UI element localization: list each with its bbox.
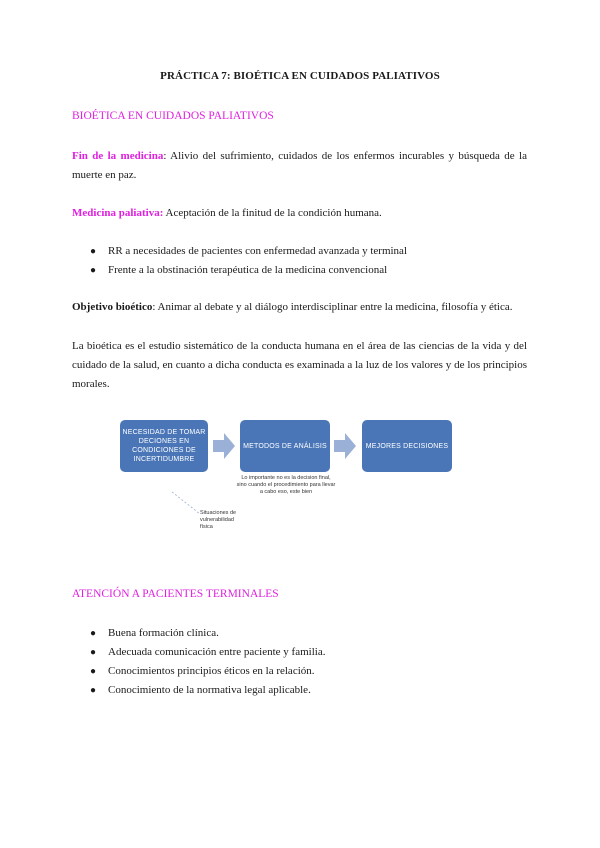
diagram-box-necesidad: NECESIDAD DE TOMAR DECIONES EN CONDICIONES DE INCERTIDUMBRE xyxy=(120,420,208,472)
bullet-icon: ● xyxy=(90,685,97,696)
list-item: ● Conocimientos principios éticos en la relación. xyxy=(72,662,527,681)
medicina-paliativa-text: Aceptación de la finitud de la condición humana. xyxy=(163,207,382,219)
medicina-paliativa-label: Medicina paliativa: xyxy=(72,207,164,219)
fin-medicina-text: : Alivio del sufrimiento, cuidados de los enfermos incurables y búsqueda de la muerte en paz. xyxy=(72,150,527,181)
list-item: ● Buena formación clínica. xyxy=(72,624,527,643)
bioetica-definition-paragraph: La bioética es el estudio sistemático de la conducta humana en el área de las ciencias de la vida y del cuidado de la salud, en cuanto a dicha conducta es examinada a la luz de los valores y de los principios morales. xyxy=(72,340,527,390)
bullet-icon: ● xyxy=(90,628,97,639)
page-title: PRÁCTICA 7: BIOÉTICA EN CUIDADOS PALIATIVOS xyxy=(160,70,440,82)
terminales-bullet-list xyxy=(72,624,527,700)
arrow-right-icon xyxy=(213,433,235,459)
list-item: ● RR a necesidades de pacientes con enfermedad avanzada y terminal xyxy=(72,242,527,261)
bullet-icon: ● xyxy=(90,666,97,677)
objetivo-label: Objetivo bioético xyxy=(72,301,153,313)
bullet-icon: ● xyxy=(90,647,97,658)
diagram-note-procedimiento: Lo importante no es la decision final, sino cuando el procedimiento para llevar a cabo eso, este bien xyxy=(236,475,336,495)
objetivo-bioetico-paragraph xyxy=(72,298,542,317)
bullet-icon: ● xyxy=(90,265,97,276)
objetivo-text: : Animar al debate y al diálogo interdisciplinar entre la medicina, filosofía y ética. xyxy=(152,301,513,313)
paliativa-bullet-list xyxy=(72,242,527,280)
section-heading-bioetica: BIOÉTICA EN CUIDADOS PALIATIVOS xyxy=(72,110,274,122)
list-item: ● Frente a la obstinación terapéutica de la medicina convencional xyxy=(72,261,527,280)
diagram-box-mejores: MEJORES DECISIONES xyxy=(362,420,452,472)
bullet-icon: ● xyxy=(90,246,97,257)
medicina-paliativa-paragraph xyxy=(72,204,527,223)
diagram-box-metodos: METODOS DE ANÁLISIS xyxy=(240,420,330,472)
arrow-right-icon xyxy=(334,433,356,459)
section-heading-pacientes-terminales: ATENCIÓN A PACIENTES TERMINALES xyxy=(72,588,279,600)
list-item: ● Conocimiento de la normativa legal aplicable. xyxy=(72,681,527,700)
fin-medicina-paragraph xyxy=(72,147,527,185)
diagram-note-vulnerabilidad: Situaciones de vulnerabilidad física xyxy=(200,510,237,530)
fin-medicina-label: Fin de la medicina xyxy=(72,150,164,162)
list-item: ● Adecuada comunicación entre paciente y familia. xyxy=(72,643,527,662)
